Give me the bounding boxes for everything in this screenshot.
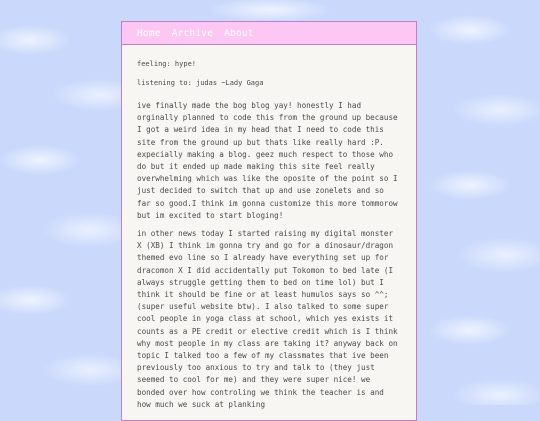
nav-link-home[interactable]: Home xyxy=(137,27,161,39)
navigation-bar xyxy=(122,22,416,45)
nav-link-archive[interactable]: Archive xyxy=(171,27,214,39)
post-paragraph: ive finally made the bog blog yay! honestly I had orginally planned to code this from the ground up because I got a weird idea in my head that I need to code this site from the ground up but thats like really hard :P. expecially making a blog. geez much respect to those who do but it ended up made making this site feel really overwhelming which was like the oposite of the point so I just decided to switch that up and use zonelets and so far so good.I think im gonna customize this more tommorow but im excited to start bloging! xyxy=(137,101,398,220)
post-paragraph: in other news today I started raising my digital monster X (XB) I think im gonna try and go for a dinosaur/dragon themed evo line so I already have everything set up for dracomon X I did accidentally put Tokomon to bed late (I always struggle getting them to bed on time lol) but I think it should be fine or at least humulos says so ^^; (super useful website btw). I also talked to some super cool people in yoga class at school, which yes exists it counts as a PE credit or elective credit which is I think why most people in my class are taking it? anyway back on topic I talked too a few of my classmates that ive been previously too anxious to try and talk to (they just seemed to cool for me) and they were super nice! we bonded over how controling we think the teacher is and how much we suck at planking xyxy=(137,229,398,409)
feeling-line: feeling: hype! xyxy=(137,60,197,68)
post-content xyxy=(122,45,416,411)
blog-container xyxy=(121,21,417,421)
listening-line: listening to: judas ~Lady Gaga xyxy=(137,79,264,87)
nav-link-about[interactable]: About xyxy=(224,27,254,39)
